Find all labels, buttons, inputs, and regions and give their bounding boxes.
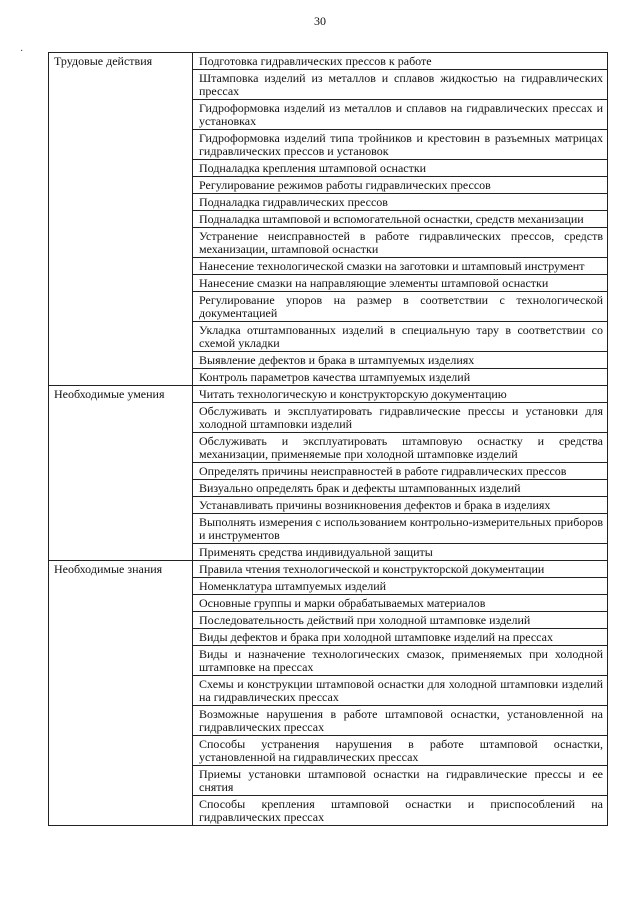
item-cell: Применять средства индивидуальной защиты — [193, 544, 608, 561]
item-cell: Визуально определять брак и дефекты штампованных изделий — [193, 480, 608, 497]
requirements-table — [48, 52, 608, 826]
item-cell: Способы устранения нарушения в работе штамповой оснастки, установленной на гидравлических прессах — [193, 736, 608, 766]
item-cell: Гидроформовка изделий типа тройников и крестовин в разъемных матрицах гидравлических прессов и установок — [193, 130, 608, 160]
item-cell: Подготовка гидравлических прессов к работе — [193, 53, 608, 70]
item-cell: Устранение неисправностей в работе гидравлических прессов, средств механизации, штамповой оснастки — [193, 228, 608, 258]
item-cell: Номенклатура штампуемых изделий — [193, 578, 608, 595]
item-cell: Подналадка штамповой и вспомогательной оснастки, средств механизации — [193, 211, 608, 228]
item-cell: Возможные нарушения в работе штамповой оснастки, установленной на гидравлических прессах — [193, 706, 608, 736]
category-cell: Трудовые действия — [49, 53, 193, 386]
item-cell: Правила чтения технологической и конструкторской документации — [193, 561, 608, 578]
item-cell: Устанавливать причины возникновения дефектов и брака в изделиях — [193, 497, 608, 514]
table-row — [49, 561, 608, 578]
item-cell: Выполнять измерения с использованием контрольно-измерительных приборов и инструментов — [193, 514, 608, 544]
item-cell: Основные группы и марки обрабатываемых материалов — [193, 595, 608, 612]
category-cell: Необходимые умения — [49, 386, 193, 561]
item-cell: Определять причины неисправностей в работе гидравлических прессов — [193, 463, 608, 480]
item-cell: Виды и назначение технологических смазок, применяемых при холодной штамповке на прессах — [193, 646, 608, 676]
item-cell: Читать технологическую и конструкторскую документацию — [193, 386, 608, 403]
item-cell: Контроль параметров качества штампуемых изделий — [193, 369, 608, 386]
item-cell: Выявление дефектов и брака в штампуемых изделиях — [193, 352, 608, 369]
item-cell: Нанесение технологической смазки на заготовки и штамповый инструмент — [193, 258, 608, 275]
item-cell: Регулирование упоров на размер в соответствии с технологической документацией — [193, 292, 608, 322]
item-cell: Штамповка изделий из металлов и сплавов жидкостью на гидравлических прессах — [193, 70, 608, 100]
table-row — [49, 53, 608, 70]
table-body — [49, 53, 608, 826]
item-cell: Подналадка крепления штамповой оснастки — [193, 160, 608, 177]
item-cell: Подналадка гидравлических прессов — [193, 194, 608, 211]
item-cell: Гидроформовка изделий из металлов и сплавов на гидравлических прессах и установках — [193, 100, 608, 130]
item-cell: Укладка отштампованных изделий в специальную тару в соответствии со схемой укладки — [193, 322, 608, 352]
item-cell: Последовательность действий при холодной штамповке изделий — [193, 612, 608, 629]
item-cell: Регулирование режимов работы гидравлических прессов — [193, 177, 608, 194]
page-number: 30 — [314, 14, 326, 28]
item-cell: Обслуживать и эксплуатировать гидравлические прессы и установки для холодной штамповки изделий — [193, 403, 608, 433]
item-cell: Виды дефектов и брака при холодной штамповке изделий на прессах — [193, 629, 608, 646]
scan-mark: · — [20, 46, 24, 57]
item-cell: Нанесение смазки на направляющие элементы штамповой оснастки — [193, 275, 608, 292]
item-cell: Схемы и конструкции штамповой оснастки для холодной штамповки изделий на гидравлических прессах — [193, 676, 608, 706]
category-cell: Необходимые знания — [49, 561, 193, 826]
item-cell: Способы крепления штамповой оснастки и приспособлений на гидравлических прессах — [193, 796, 608, 826]
table-row — [49, 386, 608, 403]
item-cell: Приемы установки штамповой оснастки на гидравлические прессы и ее снятия — [193, 766, 608, 796]
item-cell: Обслуживать и эксплуатировать штамповую оснастку и средства механизации, применяемые при холодной штамповке изделий — [193, 433, 608, 463]
